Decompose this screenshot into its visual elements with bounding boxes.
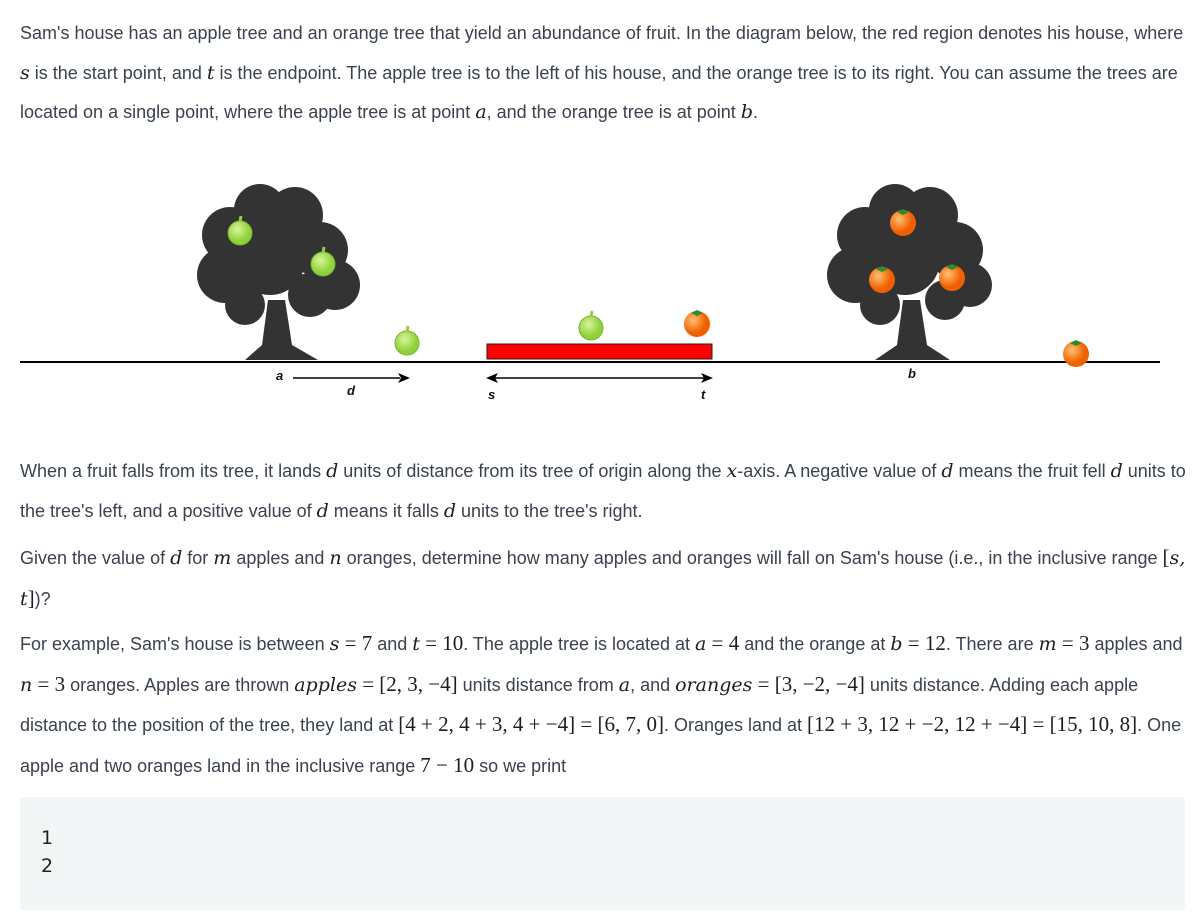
- text-segment: .: [752, 102, 758, 122]
- math-expression: = [2, 3, −4]: [356, 671, 458, 696]
- label-d: d: [347, 383, 355, 398]
- text-segment: . There are: [945, 634, 1039, 654]
- text-segment: units to the tree's left, and a positive value of: [20, 461, 1186, 521]
- label-s: s: [488, 387, 496, 402]
- math-expression: oranges: [675, 673, 753, 696]
- math-expression: n: [20, 673, 33, 696]
- math-expression: b: [740, 101, 753, 123]
- text-segment: , and the orange tree is at point: [486, 102, 741, 122]
- text-segment: means it falls: [328, 500, 444, 521]
- example-paragraph: [20, 624, 1190, 786]
- math-expression: d: [941, 460, 954, 482]
- text-segment: )?: [34, 588, 51, 609]
- apple-orange-diagram: [0, 160, 1200, 420]
- math-expression: d: [170, 547, 183, 569]
- math-expression: a: [695, 633, 707, 655]
- math-expression: a: [618, 673, 631, 696]
- label-b: b: [908, 366, 916, 381]
- math-expression: = 4: [706, 631, 740, 655]
- orange-tree: [827, 184, 992, 360]
- orange-icon: [684, 310, 710, 337]
- math-expression: d: [443, 499, 457, 522]
- text-segment: apples and: [231, 548, 330, 568]
- math-expression: ]: [27, 585, 35, 610]
- math-expression: n: [329, 547, 342, 569]
- text-segment: apples and: [1089, 634, 1183, 654]
- text-segment: , and: [630, 674, 676, 695]
- text-segment: for: [182, 548, 214, 568]
- house-region: [487, 344, 712, 359]
- text-segment: . The apple tree is located at: [463, 634, 696, 654]
- math-expression: = 7: [339, 631, 373, 655]
- math-expression: t: [206, 61, 215, 84]
- math-expression: [12 + 3, 12 + −2, 12 + −4] = [15, 10, 8]: [807, 712, 1138, 736]
- math-expression: d: [1110, 460, 1123, 482]
- text-segment: . Oranges land at: [663, 715, 808, 735]
- label-a: a: [276, 368, 284, 383]
- text-segment: and: [372, 634, 413, 654]
- text-segment: units of distance from its tree of origin along the: [338, 461, 727, 481]
- apple-icon: [395, 326, 419, 355]
- text-segment: . One apple and two oranges land in the inclusive range: [20, 715, 1182, 776]
- output-code-block: [20, 797, 1185, 910]
- text-segment: means the fruit fell: [953, 461, 1111, 481]
- math-expression: m: [213, 547, 232, 569]
- label-t: t: [701, 387, 706, 402]
- math-expression: = 3: [32, 671, 66, 696]
- code-line: 2: [41, 855, 54, 877]
- text-segment: is the endpoint. The apple tree is to the left of his house, and the orange tree is to its right. You can assume the trees are located on a single point, where the apple tree is at point: [20, 62, 1178, 122]
- math-expression: x: [726, 460, 738, 482]
- math-expression: s, t: [20, 547, 1186, 610]
- math-expression: [4 + 2, 4 + 3, 4 + −4] = [6, 7, 0]: [398, 712, 664, 736]
- math-expression: d: [316, 499, 329, 522]
- text-segment: Sam's house has an apple tree and an orange tree that yield an abundance of fruit. In the diagram below, the red region denotes his house, where: [20, 23, 1184, 43]
- apple-icon: [579, 311, 603, 340]
- text-segment: Given the value of: [20, 548, 171, 568]
- math-expression: = [3, −2, −4]: [752, 671, 865, 696]
- text-segment: For example, Sam's house is between: [20, 634, 330, 654]
- orange-icon: [1063, 340, 1089, 367]
- fall-description-paragraph: [20, 452, 1190, 531]
- math-expression: = 3: [1056, 631, 1090, 655]
- math-expression: t: [412, 633, 420, 655]
- text-segment: units distance from: [457, 674, 619, 695]
- text-segment: oranges, determine how many apples and oranges will fall on Sam's house (i.e., in the inclusive range: [341, 548, 1163, 568]
- math-expression: d: [326, 460, 339, 482]
- text-segment: and the orange at: [739, 634, 891, 654]
- math-expression: m: [1038, 633, 1057, 655]
- math-expression: = 10: [419, 631, 464, 655]
- text-segment: is the start point, and: [29, 62, 207, 83]
- math-expression: b: [890, 633, 903, 655]
- math-expression: [: [1162, 545, 1170, 569]
- apple-tree: [197, 184, 360, 360]
- code-line: 1: [41, 827, 54, 849]
- math-expression: s: [20, 61, 30, 84]
- math-expression: = 12: [902, 631, 946, 655]
- intro-paragraph: [20, 14, 1190, 133]
- math-expression: apples: [294, 673, 357, 696]
- math-expression: s: [329, 633, 340, 655]
- text-segment: so we print: [474, 755, 567, 776]
- math-expression: 7 − 10: [420, 752, 475, 777]
- text-segment: oranges. Apples are thrown: [65, 674, 295, 695]
- math-expression: a: [475, 101, 487, 123]
- text-segment: -axis. A negative value of: [737, 461, 942, 481]
- task-paragraph: [20, 538, 1190, 619]
- text-segment: When a fruit falls from its tree, it lands: [20, 461, 327, 481]
- text-segment: units distance. Adding each apple distance to the position of the tree, they land at: [20, 674, 1139, 735]
- text-segment: units to the tree's right.: [456, 500, 643, 521]
